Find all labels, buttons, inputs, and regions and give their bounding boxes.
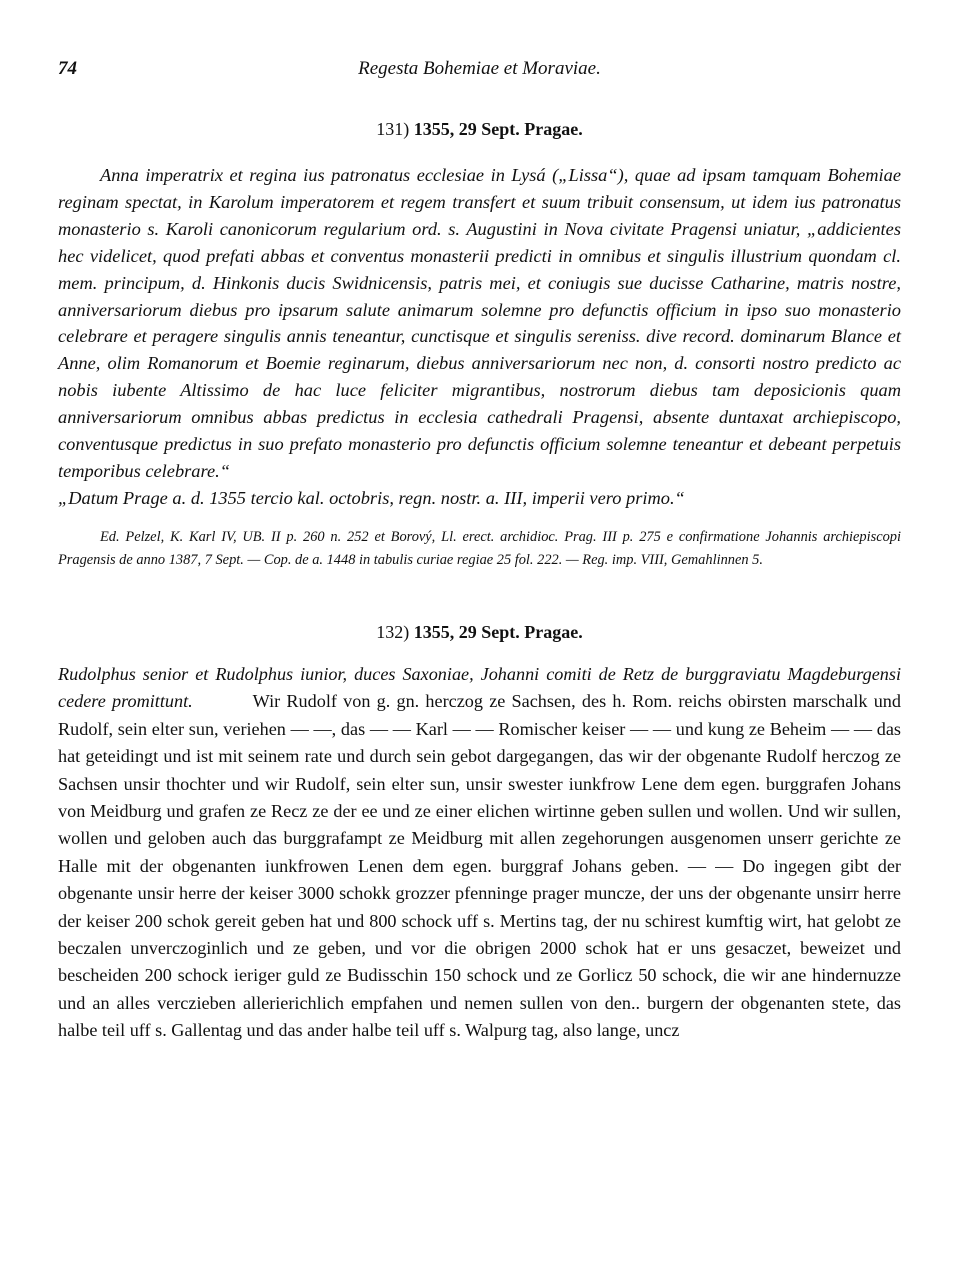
entry-number: 132)	[376, 621, 410, 642]
page-number: 74	[58, 58, 77, 79]
entry-summary: Rudolphus senior et Rudolphus iunior, duces Saxoniae, Johanni comiti de Retz de burggraviatu Magdeburgensi cedere promittunt.	[58, 663, 901, 712]
entry-sources: Ed. Pelzel, K. Karl IV, UB. II p. 260 n. 252 et Borový, Ll. erect. archidioc. Prag. III p. 275 e confirmatione Johannis archiepiscopi Pragensis de anno 1387, 7 Sept. — Cop. de a. 1448 in tabulis curiae regiae 25 fol. 222. — Reg. imp. VIII, Gemahlinnen 5.	[58, 528, 901, 569]
entry-abstract: Anna imperatrix et regina ius patronatus ecclesiae in Lysá („Lissa“), quae ad ipsam tamquam Bohemiae reginam spectat, in Karolum imperatorem et regem transfert et suum tribuit consensum, ut idem ius patronatus monasterio s. Karoli canonicorum regularium ord. s. Augustini in Nova civitate Pragensi uniatur, „addicientes hec videlicet, quod prefati abbas et conventus monasterii predicti in omnibus et singulis illustrium quondam cl. mem. principum, d. Hinkonis ducis Swidnicensis, patris mei, et coniugis sue ducisse Catharine, matris nostre, anniversariorum diebus pro ipsarum salute animarum solemne pro defunctis officium in ipso suo monasterio celebrare et peragere singulis annis teneantur, cunctisque et singulis sereniss. dive record. dominarum Blance et Anne, olim Romanorum et Boemie reginarum, diebus anniversariorum nec non, d. consorti nostro predicto ac nobis iubente Altissimo de hac luce feliciter migrantibus, nostrorum diebus tam deposicionis quam anniversariorum omnibus abbas predictus in ecclesia cathedrali Pragensi, absente duntaxat archiepiscopo, conventusque predictus in suo prefato monasterio pro defunctis officium solemne teneantur et debeant perpetuis temporibus celebrare.“	[58, 165, 901, 481]
entry-place: Pragae.	[524, 621, 583, 642]
entry-heading	[58, 116, 901, 142]
page-header	[58, 58, 901, 88]
entry-date: 1355, 29 Sept.	[413, 119, 520, 139]
entry-datum: „Datum Prage a. d. 1355 tercio kal. octobris, regn. nostr. a. III, imperii vero primo.“	[58, 487, 685, 508]
entry-131	[58, 116, 901, 573]
entry-heading	[58, 619, 901, 645]
entry-body	[58, 661, 901, 1045]
document-page	[58, 58, 901, 1045]
entry-date: 1355, 29 Sept.	[413, 621, 520, 642]
running-title: Regesta Bohemiae et Moraviae.	[358, 58, 601, 79]
entry-text: Wir Rudolf von g. gn. herczog ze Sachsen, des h. Rom. reichs obirsten marschalk und Rudolf, sein elter sun, veriehen — —, das — — Karl — — Romischer keiser — — und kung ze Beheim — — das hat geteidingt und ist mit seinem rate und durch sein gebot dargegangen, das wir der obgenante Rudolf herczog ze Sachsen unsir thochter und wir Rudolf, sein elter sun, unsir swester iunkfrow Lene dem egen. burggrafen Johans von Meidburg und grafen ze Recz ze der ee und ze einer elichen wirtinne geben sullen und wollen. Und wir sullen, wollen und geloben auch das burggrafampt ze Meidburg mit allen zegehorungen ausgenomen unserr gerichte ze Halle mit der obgenanten iunkfrowen Lenen dem egen. burggraf Johans geben. — — Do ingegen gibt der obgenante unsir herre der keiser 3000 schokk grozzer pfenninge prager muncze, der uns der obgenante unsirr herre der keiser 200 schok gereit geben hat und 800 schock uff s. Mertins tag, der nu schirest kumftig wirt, hat gelobt ze beczalen unverczoginlich und ze geben, und vor die obrigen 2000 schok hat er uns gesaczet, beweizet und bescheiden 200 schock ieriger guld ze Budisschin 150 schock und ze Gorlicz 50 schock, die wir ane hindernuzze und an alles verczieben allerierichlich empfahen und nemen sullen von den.. burgern der obgenanten stete, das halbe teil uff s. Gallentag und das ander halbe teil uff s. Walpurg tag, also lange, uncz	[58, 691, 901, 1041]
entry-number: 131)	[376, 119, 410, 139]
entry-132	[58, 619, 901, 1045]
entry-place: Pragae.	[524, 119, 583, 139]
